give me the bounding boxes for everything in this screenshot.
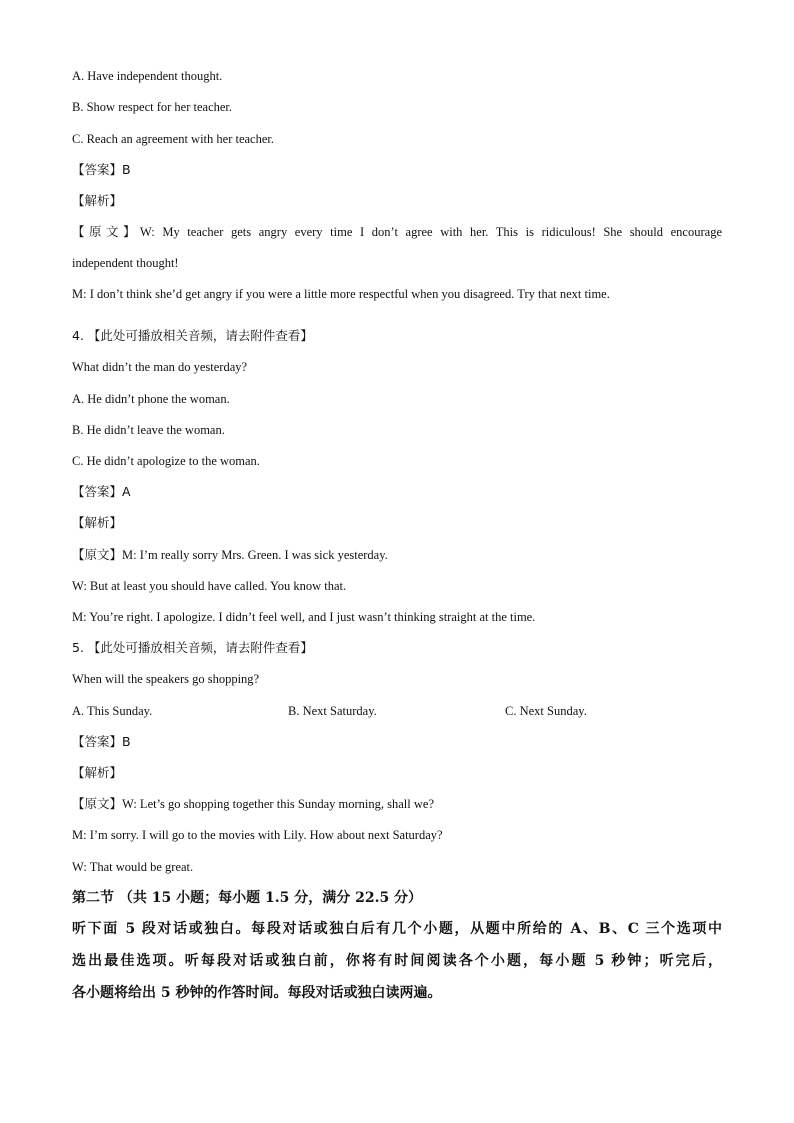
q3-answer: 【答案】B	[72, 162, 131, 177]
q5-transcript-line1: 【原文】W: Let’s go shopping together this Sunday morning, shall we?	[72, 797, 434, 811]
q3-analysis-label: 【解析】	[72, 193, 123, 208]
q5-option-c: C. Next Sunday.	[505, 704, 587, 718]
q4-transcript-line2: W: But at least you should have called. You know that.	[72, 579, 347, 593]
q4-option-b: B. He didn’t leave the woman.	[72, 423, 225, 437]
q3-option-c: C. Reach an agreement with her teacher.	[72, 132, 274, 146]
q4-option-c: C. He didn’t apologize to the woman.	[72, 454, 260, 468]
q3-transcript-line2: independent thought!	[72, 256, 179, 270]
q4-header: 4. 【此处可播放相关音频，请去附件查看】	[72, 328, 313, 343]
q5-header: 5. 【此处可播放相关音频，请去附件查看】	[72, 640, 313, 655]
q3-transcript-line3: M: I don’t think she’d get angry if you were a little more respectful when you disagreed. Try that next time.	[72, 287, 610, 301]
q3-option-b: B. Show respect for her teacher.	[72, 100, 233, 114]
q4-option-a: A. He didn’t phone the woman.	[72, 392, 230, 406]
q4-analysis-label: 【解析】	[72, 515, 123, 530]
section2-instructions-line2: 选出最佳选项。听每段对话或独白前，你将有时间阅读各个小题，每小题 5 秒钟；听完后，	[72, 953, 722, 969]
q5-option-b: B. Next Saturday.	[288, 704, 377, 718]
q4-transcript-line3: M: You’re right. I apologize. I didn’t feel well, and I just wasn’t thinking straight at the time.	[72, 610, 536, 624]
section2-title: 第二节 （共 15 小题；每小题 1.5 分，满分 22.5 分）	[72, 890, 423, 906]
q5-transcript-line2: M: I’m sorry. I will go to the movies with Lily. How about next Saturday?	[72, 828, 443, 842]
q3-transcript-line1: 【原文】W: My teacher gets angry every time I don’t agree with her. This is ridiculous! She should encourage	[72, 225, 722, 239]
q4-question: What didn’t the man do yesterday?	[72, 360, 248, 374]
section2-instructions-line1: 听下面 5 段对话或独白。每段对话或独白后有几个小题，从题中所给的 A、B、C 三个选项中	[72, 921, 722, 937]
q4-transcript-line1: 【原文】M: I’m really sorry Mrs. Green. I was sick yesterday.	[72, 548, 388, 562]
section2-instructions-line3: 各小题将给出 5 秒钟的作答时间。每段对话或独白读两遍。	[72, 985, 442, 1001]
q5-answer: 【答案】B	[72, 734, 131, 749]
q4-answer: 【答案】A	[72, 484, 131, 499]
q5-transcript-line3: W: That would be great.	[72, 860, 194, 874]
q3-option-a: A. Have independent thought.	[72, 69, 223, 83]
q5-analysis-label: 【解析】	[72, 765, 123, 780]
q5-question: When will the speakers go shopping?	[72, 672, 260, 686]
q5-option-a: A. This Sunday.	[72, 704, 153, 718]
